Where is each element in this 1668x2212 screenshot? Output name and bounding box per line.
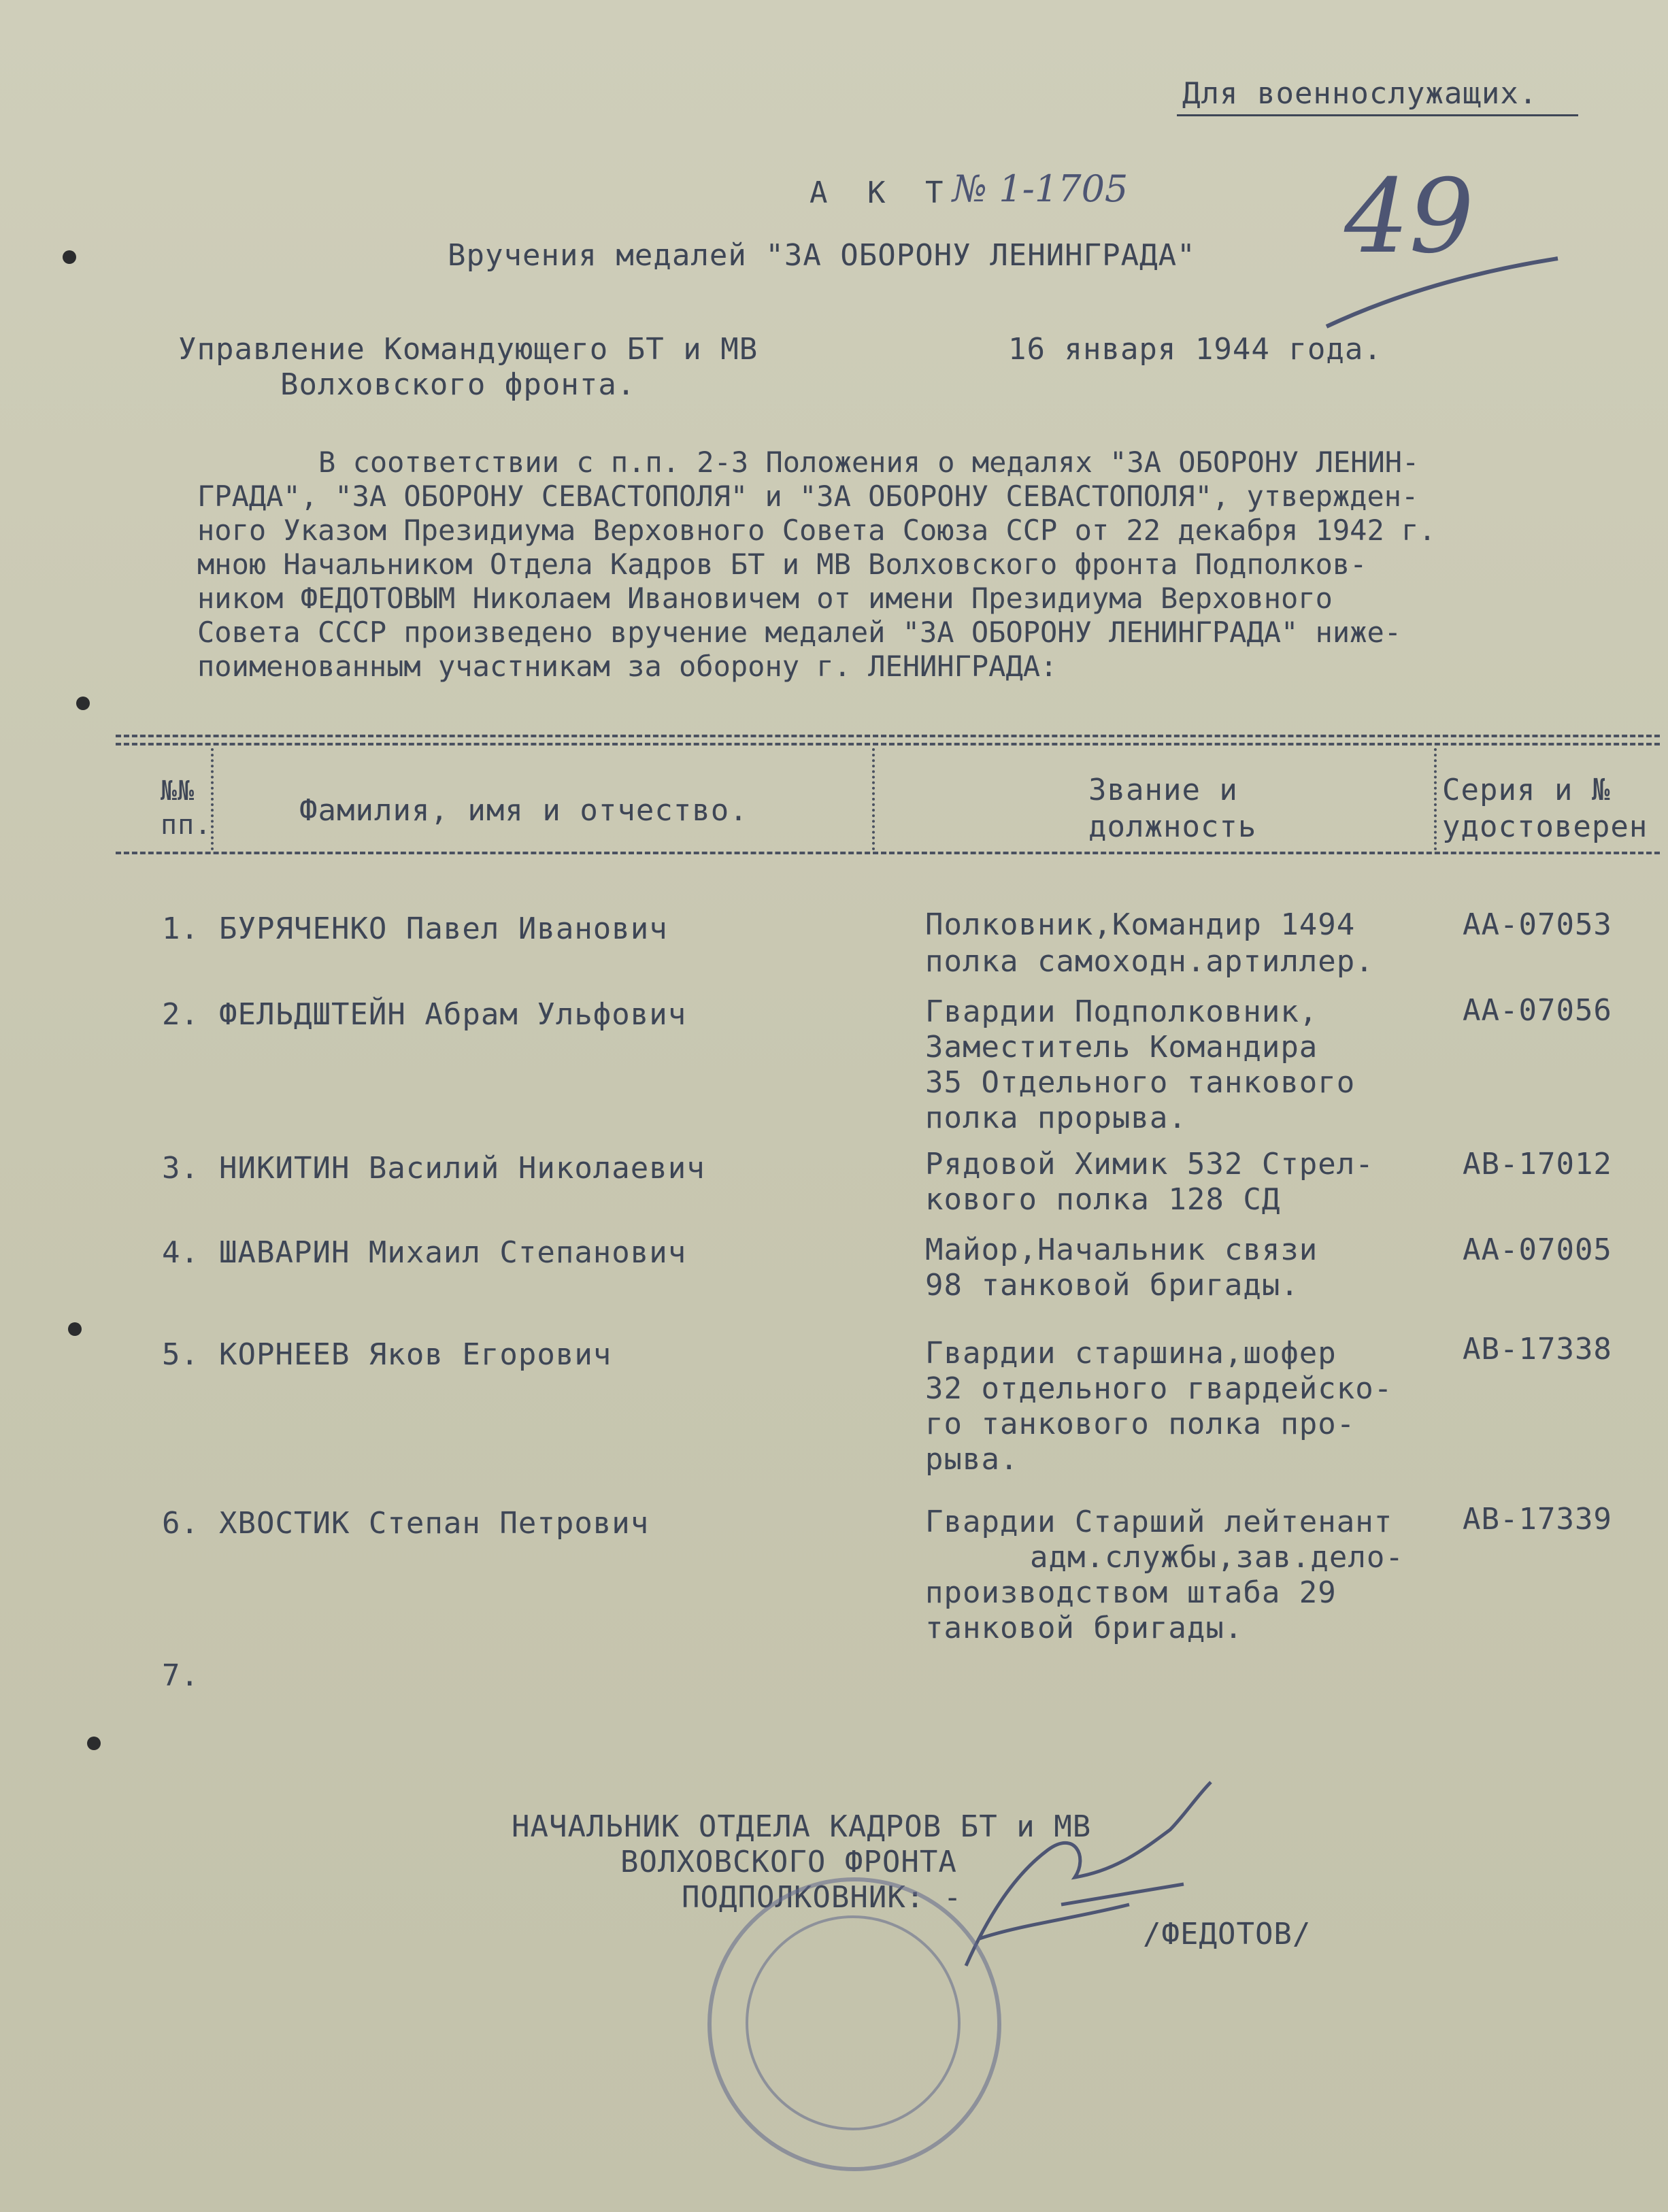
row-rank: Полковник,Командир 1494: [925, 907, 1356, 942]
row-rank: производством штаба 29: [925, 1575, 1337, 1610]
intro-line: поименованным участникам за оборону г. ЛЕНИНГРАДА:: [197, 650, 1058, 683]
row-rank: полка самоходн.артиллер.: [925, 944, 1374, 979]
row-cert: АВ-17012: [1463, 1147, 1612, 1182]
row-rank: Заместитель Командира: [925, 1030, 1318, 1065]
punch-hole: [63, 250, 76, 264]
page-number-slash: [1320, 252, 1565, 333]
handwritten-signature: [939, 1769, 1252, 1986]
row-cert: АА-07005: [1463, 1233, 1612, 1267]
column-divider: [1434, 748, 1437, 850]
row-rank: кового полка 128 СД: [925, 1182, 1281, 1217]
signature-title: ВОЛХОВСКОГО ФРОНТА: [620, 1845, 957, 1879]
row-name: БУРЯЧЕНКО Павел Иванович: [219, 911, 668, 946]
signature-title: НАЧАЛЬНИК ОТДЕЛА КАДРОВ БТ и МВ: [512, 1809, 1092, 1844]
row-rank: адм.службы,зав.дело-: [1030, 1540, 1404, 1575]
row-number: 5.: [162, 1337, 199, 1372]
col-header-rank: Звание и: [1088, 773, 1238, 807]
row-name: ФЕЛЬДШТЕЙН Абрам Ульфович: [219, 997, 687, 1032]
org-name-line1: Управление Командующего БТ и МВ: [178, 332, 758, 367]
intro-line: ного Указом Президиума Верховного Совета Союза ССР от 22 декабря 1942 г.: [197, 514, 1436, 547]
row-name: КОРНЕЕВ Яков Егорович: [219, 1337, 612, 1372]
classification-underline: [1177, 114, 1578, 116]
org-name-line2: Волховского фронта.: [280, 367, 636, 402]
signature-rank: ПОДПОЛКОВНИК: -: [682, 1880, 963, 1915]
row-number: 3.: [162, 1151, 199, 1186]
punch-hole: [68, 1322, 82, 1336]
row-rank: Рядовой Химик 532 Стрел-: [925, 1147, 1374, 1182]
col-header-cert: удостоверен: [1442, 809, 1648, 844]
intro-line: Совета СССР произведено вручение медалей "ЗА ОБОРОНУ ЛЕНИНГРАДА" ниже-: [197, 616, 1402, 649]
row-rank: рыва.: [925, 1442, 1019, 1477]
intro-line: мною Начальником Отдела Кадров БТ и МВ Волховского фронта Подполков-: [197, 548, 1367, 581]
intro-line: ником ФЕДОТОВЫМ Николаем Ивановичем от имени Президиума Верховного: [197, 582, 1333, 615]
row-rank: 32 отдельного гвардейско-: [925, 1371, 1393, 1406]
table-top-rule: [116, 735, 1660, 737]
intro-line: ГРАДА", "ЗА ОБОРОНУ СЕВАСТОПОЛЯ" и "ЗА ОБОРОНУ СЕВАСТОПОЛЯ", утвержден-: [197, 480, 1419, 513]
row-rank: 98 танковой бригады.: [925, 1268, 1299, 1303]
table-top-rule: [116, 743, 1660, 745]
row-cert: АА-07053: [1463, 907, 1612, 942]
row-rank: танковой бригады.: [925, 1611, 1244, 1645]
row-name: ХВОСТИК Степан Петрович: [219, 1506, 650, 1541]
row-number: 4.: [162, 1235, 199, 1270]
act-subject: Вручения медалей "ЗА ОБОРОНУ ЛЕНИНГРАДА": [448, 238, 1196, 273]
row-rank: Гвардии Старший лейтенант: [925, 1505, 1393, 1539]
row-number: 6.: [162, 1506, 199, 1541]
act-title: А К Т: [810, 175, 954, 210]
punch-hole: [87, 1737, 101, 1750]
row-number: 7.: [162, 1658, 199, 1693]
col-header-cert: Серия и №: [1442, 773, 1611, 807]
round-stamp-inner-ring: [746, 1915, 961, 2130]
row-number: 2.: [162, 997, 199, 1032]
col-header-number: №№: [161, 775, 195, 807]
row-cert: АВ-17338: [1463, 1332, 1612, 1367]
row-rank: 35 Отдельного танкового: [925, 1065, 1356, 1100]
column-divider: [872, 748, 875, 850]
round-stamp: [707, 1877, 1001, 2171]
row-cert: АВ-17339: [1463, 1502, 1612, 1537]
table-header-rule: [116, 852, 1660, 854]
row-cert: АА-07056: [1463, 993, 1612, 1028]
page-number: 49: [1344, 158, 1474, 276]
act-number: № 1-1705: [952, 167, 1129, 210]
classification-label: Для военнослужащих.: [1182, 76, 1538, 111]
row-rank: го танкового полка про-: [925, 1407, 1356, 1441]
row-rank: Майор,Начальник связи: [925, 1233, 1318, 1267]
row-name: ШАВАРИН Михаил Степанович: [219, 1235, 687, 1270]
row-number: 1.: [162, 911, 199, 946]
row-rank: Гвардии старшина,шофер: [925, 1336, 1337, 1371]
intro-line: В соответствии с п.п. 2-3 Положения о медалях "ЗА ОБОРОНУ ЛЕНИН-: [318, 446, 1420, 479]
row-name: НИКИТИН Василий Николаевич: [219, 1151, 705, 1186]
col-header-number: пп.: [161, 809, 212, 841]
row-rank: полка прорыва.: [925, 1101, 1187, 1135]
col-header-name: Фамилия, имя и отчество.: [299, 793, 748, 828]
row-rank: Гвардии Подполковник,: [925, 994, 1318, 1029]
signature-name: /ФЕДОТОВ/: [1143, 1917, 1312, 1951]
punch-hole: [76, 697, 90, 710]
act-date: 16 января 1944 года.: [1008, 332, 1382, 367]
col-header-rank: должность: [1088, 809, 1257, 844]
